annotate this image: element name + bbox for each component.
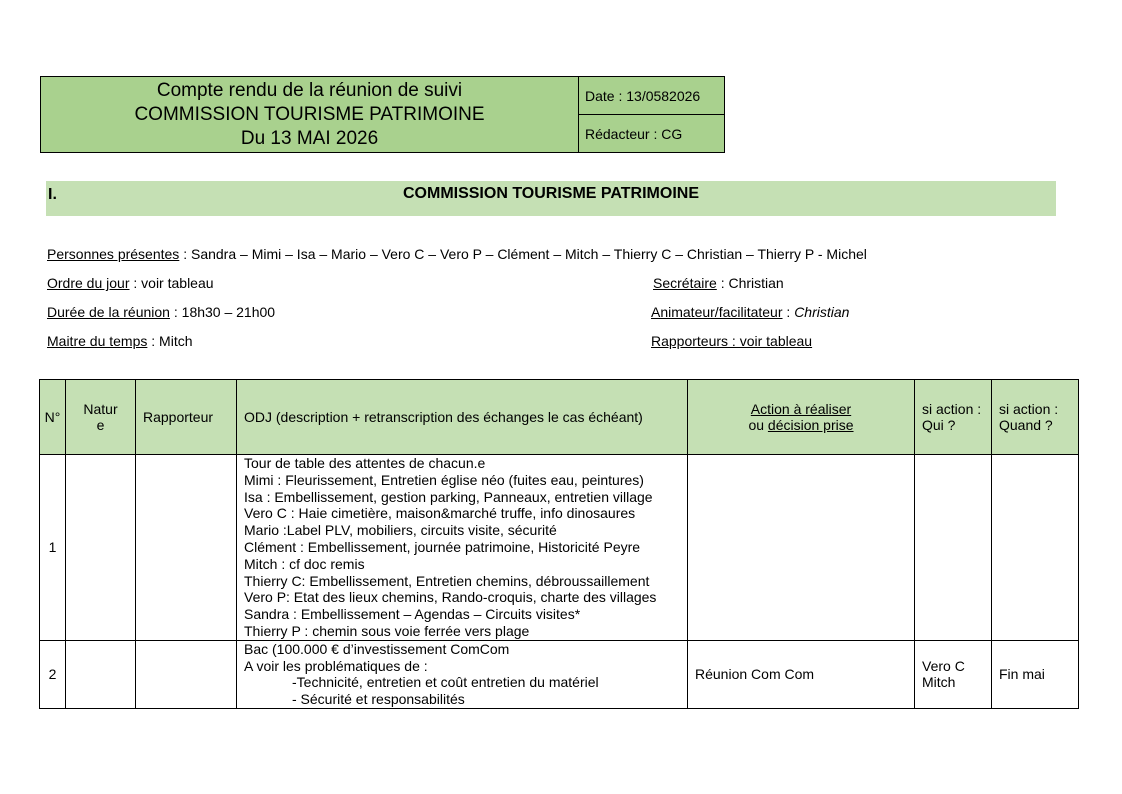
animateur-sep: : xyxy=(782,304,795,320)
duree-value: : 18h30 – 21h00 xyxy=(169,304,276,320)
secretaire-label: Secrétaire xyxy=(653,275,717,291)
header-qui xyxy=(915,380,992,455)
header-action xyxy=(688,380,915,455)
table-row xyxy=(40,455,1079,641)
report-header xyxy=(40,76,725,153)
rapporteurs-label: Rapporteurs : voir tableau xyxy=(651,333,813,349)
header-action-decision: décision prise xyxy=(767,417,854,433)
odj-line: Mimi : Fleurissement, Entretien église néo (fuites eau, peintures) xyxy=(244,471,644,488)
report-redacteur: Rédacteur : CG xyxy=(579,115,725,153)
odj-table xyxy=(39,379,1079,709)
info-rapporteurs xyxy=(651,333,812,349)
duree-label: Durée de la réunion xyxy=(47,304,170,320)
row-nature xyxy=(66,455,136,641)
report-title-line3: Du 13 MAI 2026 xyxy=(240,127,379,149)
odj-line: Mitch : cf doc remis xyxy=(244,555,365,572)
info-animateur xyxy=(651,304,849,320)
row-qui-line1: Vero C xyxy=(922,658,965,675)
odj-line: Vero C : Haie cimetière, maison&marché truffe, info dinosaures xyxy=(244,505,636,522)
header-quand-line2: Quand ? xyxy=(999,417,1053,433)
odj-line: Tour de table des attentes de chacun.e xyxy=(244,455,486,471)
section-number: I. xyxy=(48,186,57,203)
row-quand xyxy=(992,455,1079,641)
odj-line: Clément : Embellissement, journée patrimoine, Historicité Peyre xyxy=(244,538,641,555)
section-title xyxy=(46,185,1056,203)
row-qui xyxy=(915,455,992,641)
ordre-label: Ordre du jour xyxy=(47,275,130,291)
report-date: Date : 13/0582026 xyxy=(579,77,725,115)
ordre-value: : voir tableau xyxy=(129,275,214,291)
header-quand-line1: si action : xyxy=(999,401,1059,417)
odj-line: Bac (100.000 € d’investissement ComCom xyxy=(244,640,510,657)
odj-line: - Sécurité et responsabilités xyxy=(292,691,465,708)
info-duree xyxy=(47,304,275,320)
info-secretaire xyxy=(653,275,784,291)
report-title-line2: COMMISSION TOURISME PATRIMOINE xyxy=(134,103,485,125)
header-action-line1: Action à réaliser xyxy=(750,401,852,417)
row-qui-line2: Mitch xyxy=(922,674,956,691)
maitre-value: : Mitch xyxy=(147,333,193,349)
info-maitre-du-temps xyxy=(47,333,193,349)
maitre-label: Maitre du temps xyxy=(47,333,148,349)
table-row xyxy=(40,640,1079,708)
row-rapporteur xyxy=(136,455,237,641)
row-action xyxy=(688,455,915,641)
odj-line: Thierry P : chemin sous voie ferrée vers plage xyxy=(244,622,530,639)
row-number: 2 xyxy=(40,640,66,708)
header-nature-line2: e xyxy=(96,417,105,433)
report-title-line1: Compte rendu de la réunion de suivi xyxy=(156,79,463,101)
header-qui-line2: Qui ? xyxy=(922,417,956,433)
odj-line: Thierry C: Embellissement, Entretien chemins, débroussaillement xyxy=(244,572,650,589)
secretaire-value: : Christian xyxy=(716,275,784,291)
header-quand xyxy=(992,380,1079,455)
header-action-ou: ou xyxy=(748,417,768,433)
section-heading xyxy=(46,181,1056,216)
row-nature xyxy=(66,640,136,708)
odj-line: Mario :Label PLV, mobiliers, circuits visite, sécurité xyxy=(244,522,557,539)
header-nature xyxy=(66,380,136,455)
row-rapporteur xyxy=(136,640,237,708)
header-odj: ODJ (description + retranscription des échanges le cas échéant) xyxy=(237,380,688,455)
header-rapporteur: Rapporteur xyxy=(136,380,237,455)
presentes-value: : Sandra – Mimi – Isa – Mario – Vero C – Vero P – Clément – Mitch – Thierry C – Christian – Thierry P - Michel xyxy=(179,246,867,262)
row-qui xyxy=(915,640,992,708)
table-header-row xyxy=(40,380,1079,455)
odj-line: Isa : Embellissement, gestion parking, Panneaux, entretien village xyxy=(244,488,653,505)
animateur-value: Christian xyxy=(794,304,850,320)
info-presentes xyxy=(47,246,867,262)
odj-line: Sandra : Embellissement – Agendas – Circuits visites* xyxy=(244,606,581,623)
odj-line: Vero P: Etat des lieux chemins, Rando-croquis, charte des villages xyxy=(244,589,657,606)
row-odj xyxy=(237,455,688,641)
animateur-label: Animateur/facilitateur xyxy=(651,304,783,320)
odj-line: -Technicité, entretien et coût entretien du matériel xyxy=(292,674,599,691)
info-ordre-du-jour xyxy=(47,275,214,291)
header-nature-line1: Natur xyxy=(83,401,118,417)
header-qui-line1: si action : xyxy=(922,401,982,417)
header-n: N° xyxy=(40,380,66,455)
presentes-label: Personnes présentes xyxy=(47,246,180,262)
row-number: 1 xyxy=(40,455,66,641)
odj-line: A voir les problématiques de : xyxy=(244,657,428,674)
row-quand: Fin mai xyxy=(992,640,1079,708)
section-title-text: COMMISSION TOURISME PATRIMOINE xyxy=(402,185,699,202)
report-title xyxy=(41,77,579,153)
row-odj xyxy=(237,640,688,708)
row-action: Réunion Com Com xyxy=(688,640,915,708)
header-action-line2 xyxy=(695,417,907,433)
